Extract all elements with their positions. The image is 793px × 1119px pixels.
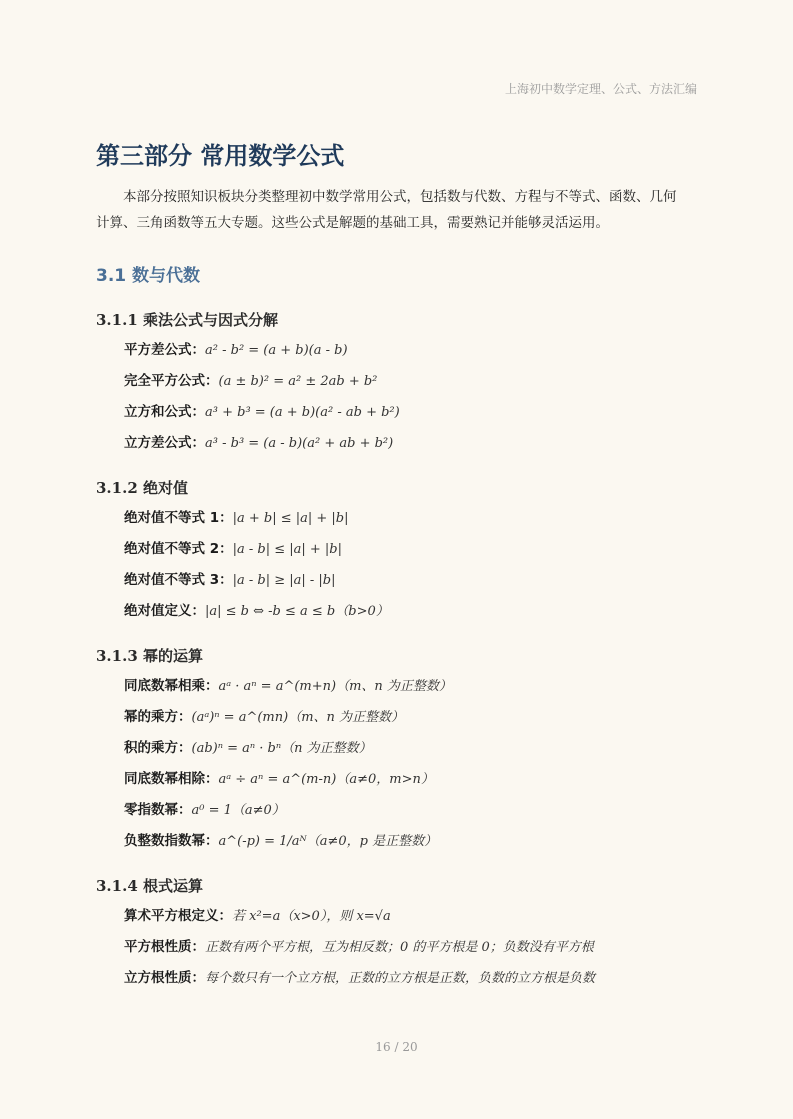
formula-text: aᵃ · aⁿ = a^(m+n)（m、n 为正整数） bbox=[218, 679, 452, 694]
formula-item bbox=[124, 901, 685, 932]
formula-text: a^(-p) = 1/aᴺ（a≠0，p 是正整数） bbox=[218, 834, 438, 849]
formula-text: (a ± b)² = a² ± 2ab + b² bbox=[218, 374, 378, 389]
formula-item bbox=[124, 963, 685, 994]
formula-text: a² - b² = (a + b)(a - b) bbox=[205, 343, 348, 358]
formula-label: 平方差公式： bbox=[124, 342, 205, 358]
formula-label: 积的乘方： bbox=[124, 740, 192, 756]
formula-label: 绝对值定义： bbox=[124, 603, 205, 619]
formula-item bbox=[124, 932, 685, 963]
page-content bbox=[96, 138, 685, 994]
formula-text: |a - b| ≥ |a| - |b| bbox=[232, 573, 336, 588]
formula-item bbox=[124, 795, 685, 826]
formula-text: (aᵃ)ⁿ = a^(mn)（m、n 为正整数） bbox=[191, 710, 405, 725]
formula-item bbox=[124, 366, 685, 397]
formula-item bbox=[124, 534, 685, 565]
formula-label: 算术平方根定义： bbox=[124, 908, 232, 924]
page-title: 第三部分 常用数学公式 bbox=[96, 142, 345, 170]
formula-text: aᵃ ÷ aⁿ = a^(m-n)（a≠0，m>n） bbox=[218, 772, 434, 787]
formula-text: a³ - b³ = (a - b)(a² + ab + b²) bbox=[205, 436, 394, 451]
formula-item bbox=[124, 565, 685, 596]
formula-text: 每个数只有一个立方根，正数的立方根是正数，负数的立方根是负数 bbox=[205, 971, 596, 986]
formula-label: 立方差公式： bbox=[124, 435, 205, 451]
formula-label: 平方根性质： bbox=[124, 939, 205, 955]
formula-text: a³ + b³ = (a + b)(a² - ab + b²) bbox=[205, 405, 400, 420]
page-number: 16 / 20 bbox=[375, 1040, 418, 1054]
subsection-radical-operations bbox=[96, 871, 685, 994]
formula-text: 正数有两个平方根，互为相反数；0 的平方根是 0；负数没有平方根 bbox=[205, 940, 594, 955]
formula-label: 同底数幂相乘： bbox=[124, 678, 219, 694]
subsection-title: 3.1.2 绝对值 bbox=[96, 479, 188, 497]
formula-label: 幂的乘方： bbox=[124, 709, 192, 725]
formula-text: a⁰ = 1（a≠0） bbox=[191, 803, 285, 818]
subsection-title: 3.1.3 幂的运算 bbox=[96, 647, 203, 665]
formula-text: |a - b| ≤ |a| + |b| bbox=[232, 542, 342, 557]
formula-item bbox=[124, 428, 685, 459]
subsection-power-operations bbox=[96, 641, 685, 857]
formula-label: 零指数幂： bbox=[124, 802, 192, 818]
formula-label: 负整数指数幂： bbox=[124, 833, 219, 849]
section-title: 3.1 数与代数 bbox=[96, 266, 201, 286]
formula-label: 绝对值不等式 1： bbox=[124, 510, 233, 526]
running-header: 上海初中数学定理、公式、方法汇编 bbox=[504, 82, 697, 96]
formula-text: 若 x²=a（x>0），则 x=√a bbox=[232, 909, 391, 924]
formula-label: 立方和公式： bbox=[124, 404, 205, 420]
formula-label: 完全平方公式： bbox=[124, 373, 219, 389]
subsection-title: 3.1.4 根式运算 bbox=[96, 877, 203, 895]
formula-item bbox=[124, 671, 685, 702]
formula-item bbox=[124, 702, 685, 733]
formula-item bbox=[124, 503, 685, 534]
formula-label: 同底数幂相除： bbox=[124, 771, 219, 787]
formula-item bbox=[124, 826, 685, 857]
subsection-multiplication-formulas bbox=[96, 305, 685, 459]
intro-paragraph: 本部分按照知识板块分类整理初中数学常用公式，包括数与代数、方程与不等式、函数、几何计算、三角函数等五大专题。这些公式是解题的基础工具，需要熟记并能够灵活运用。 bbox=[96, 189, 677, 231]
formula-text: |a| ≤ b ⇔ -b ≤ a ≤ b（b>0） bbox=[205, 604, 389, 619]
formula-text: (ab)ⁿ = aⁿ · bⁿ（n 为正整数） bbox=[191, 741, 372, 756]
formula-item bbox=[124, 397, 685, 428]
formula-item bbox=[124, 764, 685, 795]
subsection-absolute-value bbox=[96, 473, 685, 627]
formula-label: 绝对值不等式 3： bbox=[124, 572, 233, 588]
formula-item bbox=[124, 596, 685, 627]
formula-item bbox=[124, 733, 685, 764]
formula-item bbox=[124, 335, 685, 366]
subsection-title: 3.1.1 乘法公式与因式分解 bbox=[96, 311, 278, 329]
formula-label: 立方根性质： bbox=[124, 970, 205, 986]
formula-label: 绝对值不等式 2： bbox=[124, 541, 233, 557]
formula-text: |a + b| ≤ |a| + |b| bbox=[232, 511, 349, 526]
